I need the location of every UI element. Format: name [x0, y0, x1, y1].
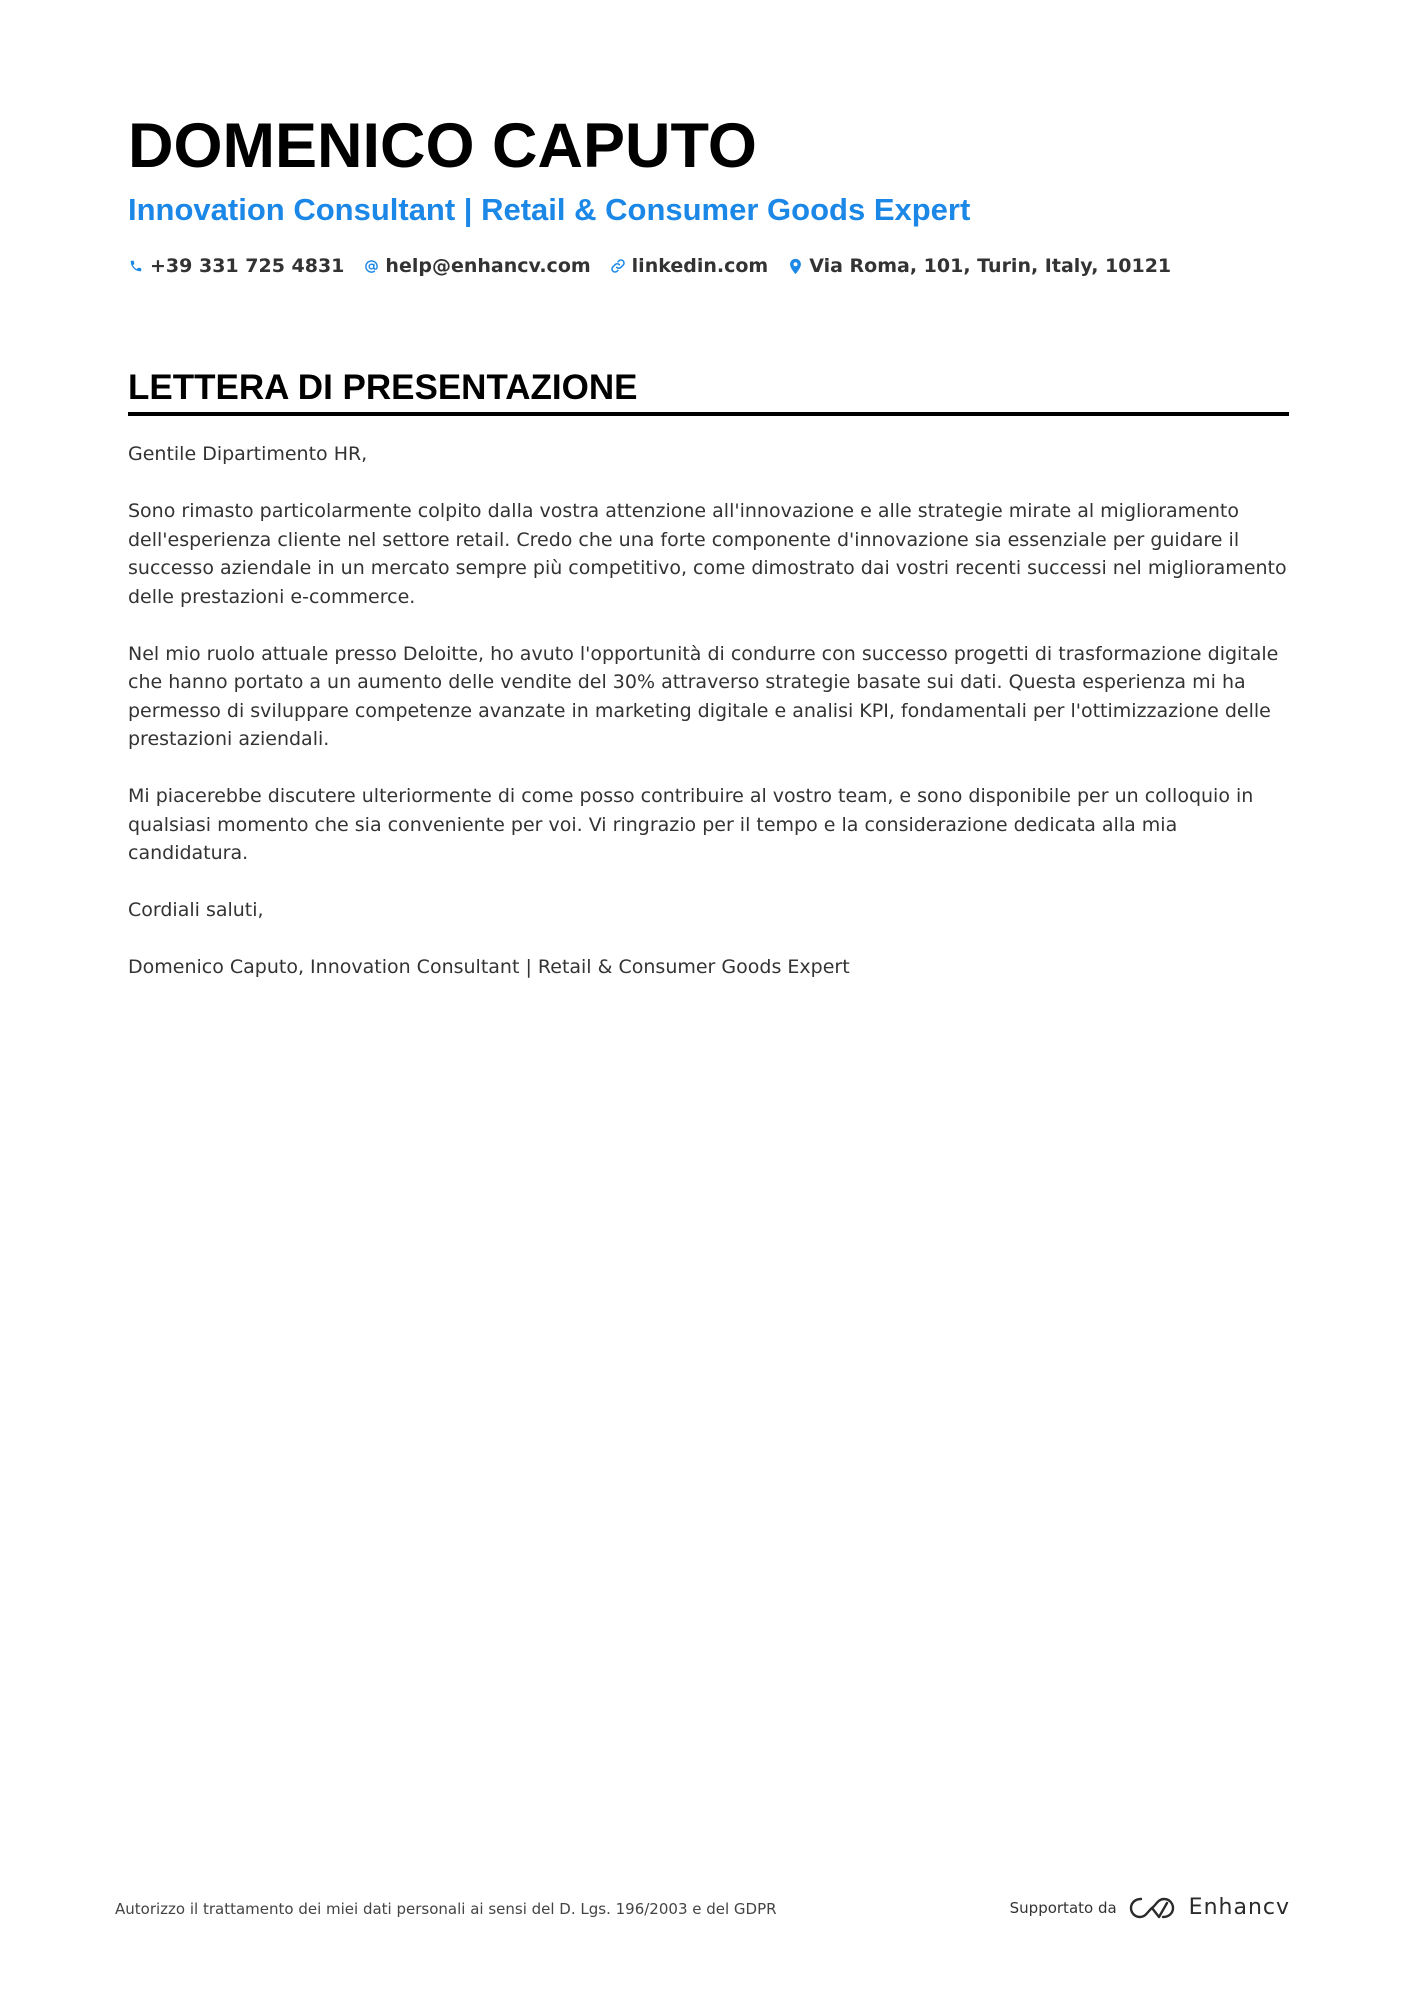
address-text: Via Roma, 101, Turin, Italy, 10121 [809, 255, 1172, 277]
phone-text[interactable]: +39 331 725 4831 [150, 255, 345, 277]
letter-body [128, 440, 1289, 982]
letter-paragraph-1: Sono rimasto particolarmente colpito dalla vostra attenzione all'innovazione e alle strategie mirate al miglioramento dell'esperienza cliente nel settore retail. Credo che una forte componente d'innovazione sia essenziale per guidare il successo aziendale in un mercato sempre più competitivo, come dimostrato dai vostri recenti successi nel miglioramento delle prestazioni e-commerce. [128, 500, 1287, 608]
phone-icon [128, 257, 144, 275]
enhancv-logo[interactable] [1129, 1895, 1290, 1921]
powered-by-label: Supportato da [1009, 1899, 1117, 1917]
footer [115, 1893, 1290, 1923]
header [128, 108, 1288, 279]
contact-address [787, 253, 1171, 279]
linkedin-text[interactable]: linkedin.com [631, 255, 769, 277]
contact-email [363, 253, 590, 279]
contact-phone [128, 253, 344, 279]
privacy-consent: Autorizzo il trattamento dei miei dati personali ai sensi del D. Lgs. 196/2003 e del GDPR [115, 1900, 777, 1918]
contact-linkedin [610, 253, 769, 279]
letter-closing: Cordiali saluti, [128, 899, 264, 921]
email-text[interactable]: help@enhancv.com [385, 255, 591, 277]
contact-info [128, 253, 1288, 279]
section-title: LETTERA DI PRESENTAZIONE [128, 366, 1289, 416]
link-icon [610, 257, 626, 275]
enhancv-wordmark: Enhancv [1188, 1895, 1290, 1920]
at-icon [363, 257, 379, 275]
letter-paragraph-3: Mi piacerebbe discutere ulteriormente di come posso contribuire al vostro team, e sono disponibile per un colloquio in qualsiasi momento che sia conveniente per voi. Vi ringrazio per il tempo e la considerazione dedicata alla mia candidatura. [128, 785, 1254, 864]
letter-signature: Domenico Caputo, Innovation Consultant | Retail & Consumer Goods Expert [128, 956, 850, 978]
cover-letter-section [128, 366, 1289, 1010]
powered-by[interactable] [1010, 1893, 1290, 1923]
candidate-name: DOMENICO CAPUTO [128, 111, 757, 181]
letter-greeting: Gentile Dipartimento HR, [128, 443, 368, 465]
letter-paragraph-2: Nel mio ruolo attuale presso Deloitte, ho avuto l'opportunità di condurre con successo progetti di trasformazione digitale che hanno portato a un aumento delle vendite del 30% attraverso strategie basate sui dati. Questa esperienza mi ha permesso di sviluppare competenze avanzate in marketing digitale e analisi KPI, fondamentali per l'ottimizzazione delle prestazioni aziendali. [128, 642, 1279, 750]
location-pin-icon [787, 257, 803, 275]
enhancv-logo-icon [1129, 1895, 1175, 1921]
candidate-title: Innovation Consultant | Retail & Consumer Goods Expert [128, 192, 971, 227]
